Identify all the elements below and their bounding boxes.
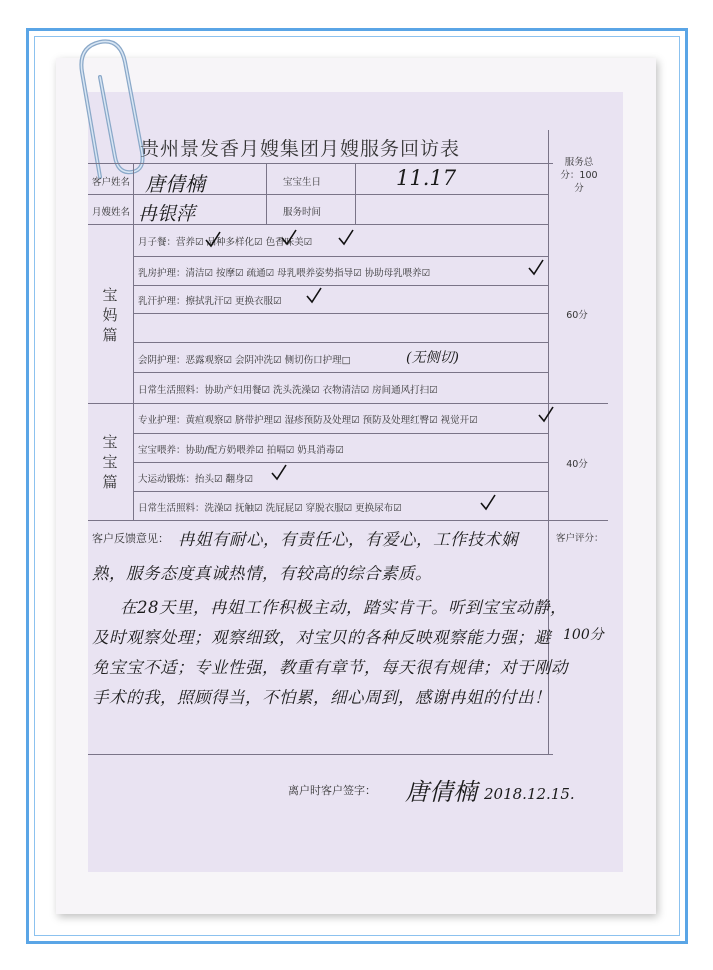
- service-time-label: 服务时间: [283, 207, 322, 218]
- baby-item-daily-care: 日常生活照料：洗澡☑ 抚触☑ 洗屁屁☑ 穿脱衣服☑ 更换尿布☑: [138, 503, 402, 514]
- feedback-line-5: 免宝宝不适；专业性强，教重有章节，每天很有规律；对于刚动: [92, 658, 568, 677]
- perineal-note: (无侧切): [406, 350, 459, 366]
- checkmark-icon: [304, 286, 324, 306]
- baby-birthday-label: 宝宝生日: [283, 177, 322, 188]
- signature-label: 离户时客户签字：: [288, 784, 376, 797]
- nanny-name-value: 冉银萍: [138, 203, 196, 225]
- mother-item-sweat-care: 乳汗护理：擦拭乳汗☑ 更换衣服☑: [138, 296, 282, 307]
- checkmark-icon: [526, 258, 546, 278]
- checkmark-icon: [269, 463, 289, 483]
- customer-rating-label: 客户评分：: [556, 533, 604, 544]
- mother-section-label: 宝妈篇: [102, 286, 118, 344]
- feedback-line-4: 及时观察处理；观察细致，对宝贝的各种反映观察能力强；避: [92, 628, 551, 647]
- checkmark-icon: [478, 493, 498, 513]
- baby-score: 40分: [566, 459, 588, 470]
- checkmark-icon: [279, 228, 299, 248]
- baby-item-professional-care: 专业护理：黄疸观察☑ 脐带护理☑ 湿疹预防及处理☑ 预防及处理红臀☑ 视觉开☑: [138, 415, 478, 426]
- mother-score: 60分: [566, 310, 588, 321]
- baby-birthday-value: 11.17: [396, 166, 457, 190]
- mother-item-breast-care: 乳房护理：清洁☑ 按摩☑ 疏通☑ 母乳喂养姿势指导☑ 协助母乳喂养☑: [138, 268, 431, 279]
- mother-item-daily-care: 日常生活照料：协助产妇用餐☑ 洗头洗澡☑ 衣物清洁☑ 房间通风打扫☑: [138, 385, 438, 396]
- customer-name-label: 客户姓名: [92, 177, 131, 188]
- feedback-line-2: 熟，服务态度真诚热情，有较高的综合素质。: [92, 564, 432, 583]
- baby-section-label: 宝宝篇: [102, 433, 118, 491]
- total-score-label: 服务总分：100分: [560, 157, 598, 194]
- feedback-label: 客户反馈意见：: [92, 532, 169, 545]
- feedback-line-3: 在28天里，冉姐工作积极主动，踏实肯干。听到宝宝动静，: [120, 598, 567, 617]
- customer-name-value: 唐倩楠: [145, 172, 205, 196]
- feedback-line-1: 冉姐有耐心，有责任心，有爱心，工作技术娴: [178, 530, 518, 549]
- checkmark-icon: [536, 405, 556, 425]
- sign-date: 2018.12.15.: [484, 785, 575, 803]
- mother-item-perineal-care: 会阴护理：恶露观察☑ 会阴冲洗☑ 侧切伤口护理□: [138, 355, 351, 366]
- customer-signature: 唐倩楠: [405, 778, 477, 806]
- customer-rating-value: 100分: [563, 627, 604, 643]
- checkmark-icon: [203, 230, 223, 250]
- form-title: 贵州景发香月嫂集团月嫂服务回访表: [140, 138, 461, 160]
- checkmark-icon: [336, 228, 356, 248]
- baby-item-motor-exercise: 大运动锻炼：抬头☑ 翻身☑: [138, 474, 254, 485]
- nanny-name-label: 月嫂姓名: [92, 207, 131, 218]
- mother-item-meals: 月子餐：营养☑ 品种多样化☑ 色香味美☑: [138, 237, 313, 248]
- feedback-line-6: 手术的我，照顾得当，不怕累，细心周到，感谢冉姐的付出！: [92, 688, 551, 707]
- baby-item-feeding: 宝宝喂养：协助/配方奶喂养☑ 拍嗝☑ 奶具消毒☑: [138, 445, 344, 456]
